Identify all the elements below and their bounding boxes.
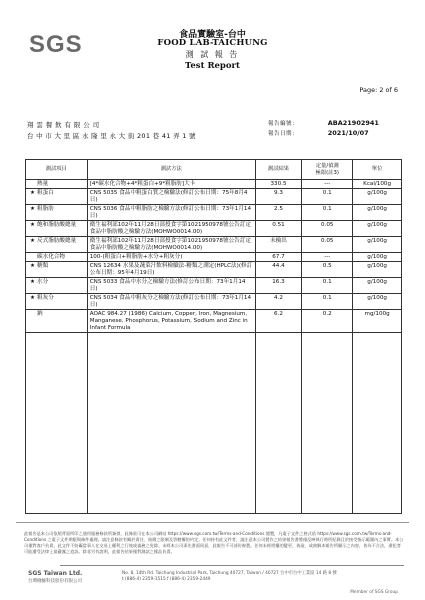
detection-limit-cell: 0.1	[302, 189, 353, 205]
test-item-cell	[26, 180, 88, 189]
test-item-cell	[26, 310, 88, 333]
test-item-cell	[26, 221, 88, 237]
report-title-en: Test Report	[185, 61, 240, 71]
footer-company: SGS Taiwan Ltd.	[28, 570, 83, 577]
footer-phone-line: t (886-4) 2359-1515 f (886-4) 2359-2449	[122, 577, 211, 582]
detection-limit-cell: 0.1	[302, 278, 353, 294]
table-row	[26, 278, 402, 294]
detection-limit-cell: 0.5	[302, 262, 353, 278]
test-item-name: 反式脂肪酸總量	[37, 237, 77, 244]
empty-cell	[87, 333, 255, 514]
table-row	[26, 262, 402, 278]
footer-address-line: No. 8, 14th Rd. Taichung Industrial Park, Taichung 40727, Taiwan / 40727 台中市台中工業區 14 路 8 號	[122, 571, 337, 576]
table-row	[26, 294, 402, 310]
unit-cell: Kcal/100g	[353, 180, 402, 189]
unit-cell: g/100g	[353, 237, 402, 253]
unit-cell: g/100g	[353, 221, 402, 237]
test-item-name: 水分	[37, 278, 49, 285]
customer-address: 台 中 市 大 里 區 永 隆 里 永 大 街 201 巷 41 弄 1 號	[27, 132, 196, 140]
test-method-cell: CNS 5036 食品中粗脂肪之檢驗方法(修訂公布日期：73年1月14日)	[87, 205, 255, 221]
table-row	[26, 237, 402, 253]
test-method-cell: CNS 5033 食品中水分之檢驗方法(修訂公布日期：73年1月14日)	[87, 278, 255, 294]
detection-limit-cell: 0.2	[302, 310, 353, 333]
header-detection-limit: 定量/偵測 極限(註3)	[302, 160, 353, 180]
test-item-name: 碳水化合物	[37, 253, 65, 260]
customer-name: 翔 雲 餐 飲 有 限 公 司	[27, 121, 100, 129]
disclaimer-text: 此報告是本公司依照背面所印之通用服務條款所簽發，此條款可在本公司網站 https://www.sgs.com.tw/Terms-and-Conditions 閱覽，凡電子文件之格式依 https://www.sgs.com.tw/Terms-and-Conditions 之電子文件期限與條件處理。請注意條款有關於責任、賠償之限制及管轄權的約定。任何持有此文件者，請注意本公司製作之結果報告書將僅反映執行時所紀錄且於接受指示範圍內之事實。本公司僅對客戶負責，此文件不妨礙當事人在交易上權利之行使或義務之免除。未經本公司事先書面同意，此報告不可部份複製。任何未經授權的變更、偽造、或曲解本報告所顯示之內容，皆為不合法，違犯者可能遭受法律上最嚴厲之追訴。除非另有說明，此報告結果僅對測試之樣品負責。	[24, 531, 404, 554]
unit-cell: g/100g	[353, 205, 402, 221]
lab-title-cn: 食品實驗室-台中	[179, 30, 246, 40]
header-test-result: 測試結果	[255, 160, 302, 180]
table-row	[26, 310, 402, 333]
table-row	[26, 189, 402, 205]
accredited-star-icon: ★	[29, 262, 35, 269]
sgs-logo-text: SGS	[29, 31, 83, 58]
accredited-star-icon: ★	[29, 221, 35, 228]
unit-cell: g/100g	[353, 253, 402, 262]
table-row	[26, 221, 402, 237]
empty-cell	[26, 333, 88, 514]
test-method-cell: AOAC 984.27 (1986) Calcium, Copper, Iron, Magnesium, Manganese, Phosphorus, Potassium, Sodium and Zinc in Infant Formula	[87, 310, 255, 333]
test-item-name: 粗蛋白	[37, 189, 54, 196]
test-item-cell	[26, 278, 88, 294]
report-date: 2021/10/07	[327, 129, 369, 137]
test-result-cell: 4.2	[255, 294, 302, 310]
test-method-cell: 衛生福利部102年11月28日部授食字第1021950978號公告訂定食品中脂肪酸之檢驗方法(MOHWO0014.00)	[87, 221, 255, 237]
test-item-cell	[26, 253, 88, 262]
unit-cell: g/100g	[353, 262, 402, 278]
lab-title-en: FOOD LAB-TAICHUNG	[157, 38, 268, 48]
unit-cell: g/100g	[353, 189, 402, 205]
header-test-method: 測試方法	[87, 160, 255, 180]
test-item-cell	[26, 237, 88, 253]
test-method-cell: CNS 5034 食品中粗灰分之檢驗方法(修訂公布日期：73年1月14日)	[87, 294, 255, 310]
test-item-name: 熱量	[37, 180, 49, 187]
detection-limit-cell: ---	[302, 253, 353, 262]
header-test-item: 測試項目	[26, 160, 88, 180]
table-row	[26, 253, 402, 262]
results-table	[25, 159, 402, 514]
test-result-cell: 未檢出	[255, 237, 302, 253]
test-item-name: 粗灰分	[37, 294, 54, 301]
empty-cell	[255, 333, 302, 514]
footer-company-cn: 台灣檢驗科技股份有限公司	[28, 579, 82, 584]
empty-cell	[302, 333, 353, 514]
report-number-row	[268, 119, 418, 127]
test-method-cell: CNS 12634 水果及蔬菜汁飲料檢驗法-糖類之測定(HPLC法)(修訂公布日期：95年4月19日)	[87, 262, 255, 278]
table-filler-row	[26, 333, 402, 514]
empty-cell	[353, 333, 402, 514]
test-item-cell	[26, 205, 88, 221]
test-item-cell	[26, 294, 88, 310]
test-method-cell: CNS 5035 食品中粗蛋白質之檢驗法(修訂公布日期：75年8月4日)	[87, 189, 255, 205]
accredited-star-icon: ★	[29, 189, 35, 196]
accredited-star-icon: ★	[29, 237, 35, 244]
test-result-cell: 6.2	[255, 310, 302, 333]
test-result-cell: 9.3	[255, 189, 302, 205]
report-date-row	[268, 129, 418, 137]
accredited-star-icon: ★	[29, 294, 35, 301]
unit-cell: g/100g	[353, 278, 402, 294]
test-result-cell: 67.7	[255, 253, 302, 262]
test-item-cell	[26, 262, 88, 278]
test-result-cell: 16.3	[255, 278, 302, 294]
footer-divider	[16, 522, 409, 523]
test-result-cell: 2.5	[255, 205, 302, 221]
table-row	[26, 205, 402, 221]
test-item-name: 飽和脂肪酸總量	[37, 221, 77, 228]
unit-cell: g/100g	[353, 294, 402, 310]
unit-cell: mg/100g	[353, 310, 402, 333]
test-item-cell	[26, 189, 88, 205]
table-header-row	[26, 160, 402, 180]
test-method-cell: 衛生福利部102年11月28日部授食字第1021950978號公告訂定食品中脂肪酸之檢驗方法(MOHWO0014.00)	[87, 237, 255, 253]
footer-address	[122, 571, 337, 583]
test-result-cell: 330.5	[255, 180, 302, 189]
report-number-label: 報告編號：	[268, 121, 299, 127]
detection-limit-cell: 0.05	[302, 237, 353, 253]
footer-member: Member of SGS Group	[350, 590, 398, 595]
test-result-cell: 0.51	[255, 221, 302, 237]
report-number: ABA21902941	[327, 119, 379, 127]
report-date-label: 報告日期：	[268, 131, 299, 137]
test-item-name: 糖類	[37, 262, 49, 269]
detection-limit-cell: ---	[302, 180, 353, 189]
report-title-cn: 測 試 報 告	[185, 50, 240, 59]
detection-limit-cell: 0.05	[302, 221, 353, 237]
footer-rule	[60, 565, 404, 566]
detection-limit-cell: 0.1	[302, 205, 353, 221]
accredited-star-icon: ★	[29, 205, 35, 212]
header-unit: 單位	[353, 160, 402, 180]
test-method-cell: 100-(粗蛋白+粗脂肪+水分+粗灰分)	[87, 253, 255, 262]
accredited-star-icon: ★	[29, 278, 35, 285]
page-number: Page: 2 of 6	[359, 86, 398, 94]
test-result-cell: 44.4	[255, 262, 302, 278]
test-item-name: 粗脂肪	[37, 205, 54, 212]
test-item-name: 鈉	[37, 310, 43, 317]
table-row	[26, 180, 402, 189]
detection-limit-cell: 0.1	[302, 294, 353, 310]
test-method-cell: [4*碳水化合物+4*粗蛋白+9*粗脂肪]大卡	[87, 180, 255, 189]
